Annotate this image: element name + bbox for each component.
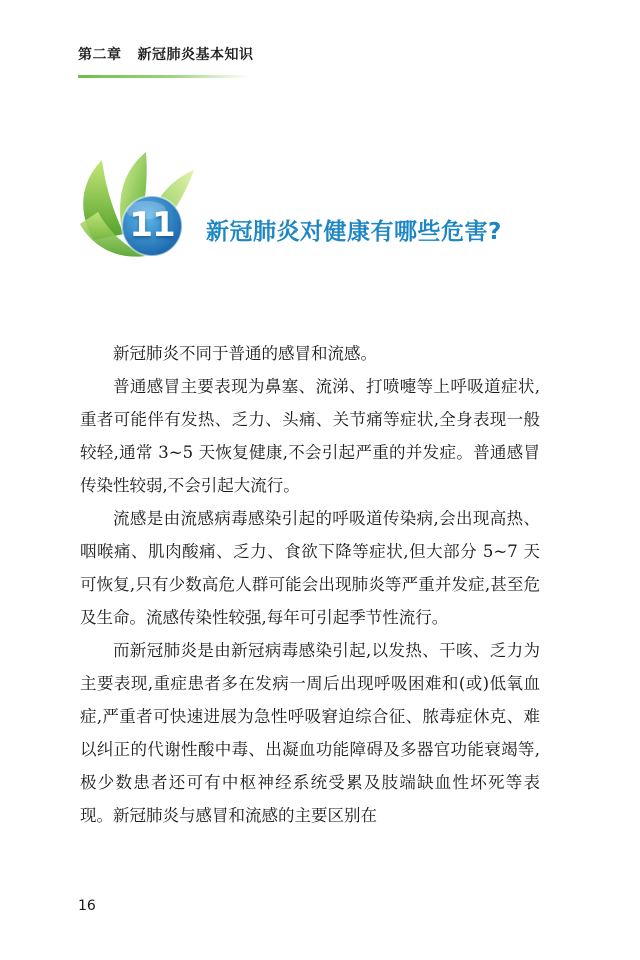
paragraph: 而新冠肺炎是由新冠病毒感染引起,以发热、干咳、乏力为主要表现,重症患者多在发病一周后出现呼吸困难和(或)低氧血症,严重者可快速进展为急性呼吸窘迫综合征、脓毒症休克、难以纠正的代谢性酸中毒、出凝血功能障碍及多器官功能衰竭等,极少数患者还可有中枢神经系统受累及肢端缺血性坏死等表现。新冠肺炎与感冒和流感的主要区别在 xyxy=(80,641,540,825)
section-title: 新冠肺炎对健康有哪些危害? xyxy=(206,219,502,245)
chapter-title: 新冠肺炎基本知识 xyxy=(137,47,254,63)
running-header xyxy=(78,44,254,64)
body-text xyxy=(80,337,540,832)
page-number: 16 xyxy=(78,898,96,914)
paragraph: 流感是由流感病毒感染引起的呼吸道传染病,会出现高热、咽喉痛、肌肉酸痛、乏力、食欲下降等症状,但大部分 5~7 天可恢复,只有少数高危人群可能会出现肺炎等严重并发症,甚至危及生命。流感传染性较强,每年可引起季节性流行。 xyxy=(80,509,540,627)
section-number: 11 xyxy=(129,205,175,245)
chapter-number: 第二章 xyxy=(78,47,122,63)
paragraph: 新冠肺炎不同于普通的感冒和流感。 xyxy=(113,344,377,363)
paragraph: 普通感冒主要表现为鼻塞、流涕、打喷嚏等上呼吸道症状,重者可能伴有发热、乏力、头痛、关节痛等症状,全身表现一般较轻,通常 3~5 天恢复健康,不会引起严重的并发症。普通感冒传染性较弱,不会引起大流行。 xyxy=(80,377,540,495)
header-rule xyxy=(78,75,250,78)
leaf-badge xyxy=(76,150,196,262)
